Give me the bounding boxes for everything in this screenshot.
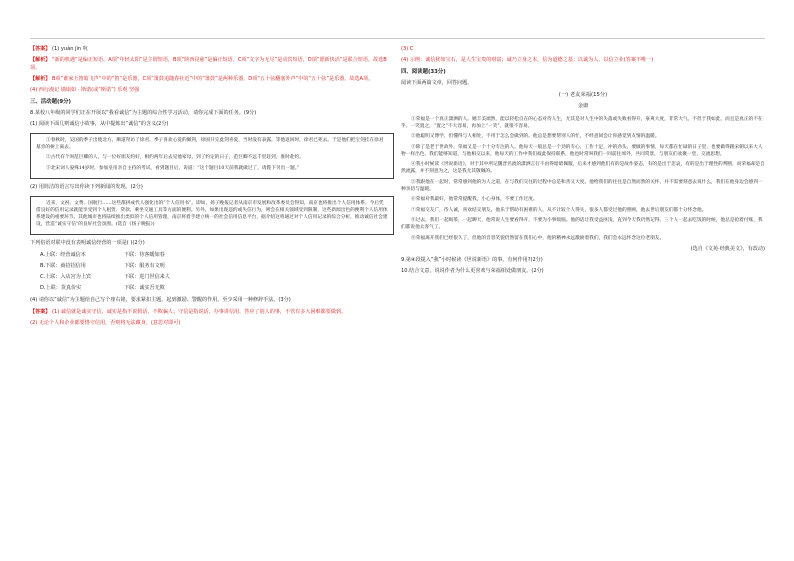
passage-title: (一) 老友荣福(15分) bbox=[558, 92, 608, 99]
passage-para-1: ①荣福是一个真正潇洒的人。她丰美端然，能以轻松自在的心态对待人生，尤其是对人生中的失落或失败看得开，豪爽大度，非常大气。不但于我如此，而且是真正的不在乎。一笑置之，“置之”不大容易，再加上“一笑”，就很不容易。 bbox=[401, 116, 763, 129]
option-d-right: 下联：诚实吾无欺 bbox=[124, 285, 165, 292]
question-8: 8.某校八年级的同学们正在开展以“我看诚信”为主题的综合性学习活动，请你完成下面的任务。(9分) bbox=[30, 109, 257, 116]
story-1: ①春秋时，吴国的季子出使北方，顺道拜访了徐君。季子喜欢心爱的佩剑，徐国开完此剑喜爱，当时没有表露。等他返回时，徐君已死去。于是他们把宝剑挂在徐君墓旁的树上离去。 bbox=[36, 137, 384, 150]
news-text: 近来，文祝、文费、国航行……这些都拼成代人强化出的“个人信用书”。即如，扬子晚报记者从南京市发展和改革委员会得知，南京也将推出个人信用体系。今后凭借良好的信用记录就能享受到个人租赁、贷款、乘坐交通工具等方面的便利。另外，如果出现违约或失信行为，则会在相关领域受到限制，这些新闻出色的便利个人信用体系建设的重要环节。其他城市也将陆续推出类似的个人信用管理，南京将着手建立统一的社会信用信息平台，据介绍这将通过对个人信用记录的综合分析，推动诚信社会建设，营造“诚实守信”的良好社会氛围。(选自《扬子晚报》) bbox=[36, 200, 388, 227]
answer-4: (4) 西行漫记 墙塌如 · 斯诺(或“斯诺”) 乐观 坚强 bbox=[30, 87, 140, 94]
question-8-1: (1) 阅读下面几则诚信小故事，从中提炼出“诚信”的含义(2分) bbox=[30, 121, 169, 128]
answer-8-2: (2) 无论个人和企业都要恪守信用，否则将无法藏身。(意思对即可) bbox=[30, 320, 181, 327]
reading-intro: 阅读下面两篇文章，回答问题。 bbox=[401, 79, 473, 86]
passage-para-4: ④我小时候读《世说新语》，对于其中所记魏晋名流的潇洒言行不由得暗暗佩服，后来才感到他们有的是故作姿态，有的是出于悲哀，有的是出于理性的判断，而荣福却是自然流露，并不刻意为之，这是我尤其敬佩的。 bbox=[401, 162, 765, 175]
option-c-left: C.上联：入店宫为上宾 bbox=[40, 273, 92, 280]
question-9: 9.第④段提入“我”小时候读《世说新语》的事，有何作用?(2分) bbox=[401, 256, 543, 263]
passage-para-7: ⑦荣福交友广，待人诚，喜欢结交朋友，他乐于帮助有困难的人，从不计较个人得失，很多人都受过他的照顾，他去世后朋友们都十分怀念他。 bbox=[411, 207, 707, 213]
question-8-3: 下列俗语对联中没有表明诚信经营的一项是( )(2分) bbox=[30, 240, 145, 247]
question-8-4: (4) 请你以“诚信”为主题给自己写个座右铭，要求紧扣主题，起到激励、警醒的作用，至少采用一种修辞手法。(3分) bbox=[30, 297, 291, 304]
question-10: 10.结合文意，说说作者为什么更喜欢与荣福相处做朋友。(2分) bbox=[401, 268, 544, 275]
option-d-left: D.上联：货真价实 bbox=[40, 285, 82, 292]
section-3-title: 三、活动题(9分) bbox=[30, 98, 72, 105]
story-2: ②古代有个叫范巨卿的人，与一位好朋友约好，相约两年后去见他家母。到了约定的日子，范巨卿不远千里赶到，准时赴约。 bbox=[46, 155, 304, 161]
story-box bbox=[30, 133, 394, 180]
answer-2: 【解析】 “新的机遇”是偏正短语。A项“年轻太阳”是主谓短语，B项“陕西昆慈”是偏正短语，C项“文字为无尽”是动宾短语，D项“愿新快活”是联合短语。故选B项。 bbox=[30, 57, 387, 71]
option-c-right: 下联：进门世信来人 bbox=[124, 273, 170, 280]
option-a-right: 下联：待客暖如春 bbox=[124, 251, 165, 258]
option-b-right: 下联：服务有文明 bbox=[124, 262, 165, 269]
passage-para-3: ③除了是老于世故外，荣福又是一个十分专注的人。他每天一般总是一个劲的专心，工作十足，冲的劲头，要做的事情，每天都在忙碌的日子里，也要做得跟宋朝以来大人物一样出色。我们能够知道，与他相交以来，他每天的工作中我们彼此保持联系，他也时常叫我们一同前往郊外，共同赏景，与朋友们欢聚一堂，交流思想。 bbox=[401, 144, 763, 157]
answer-8: 【答案】 (1) 诚信就是诚实守信，诚实是指不说假话、不欺骗人；守信是指说话、办事讲信用，答应了别人的事，不管有多大困难都要做到。 bbox=[30, 308, 347, 315]
option-b-left: B.下联：商招招信用 bbox=[40, 262, 86, 269]
passage-para-5: ⑤我跟他在一起时，常常感到他的为人之道，在与我们交往的过程中总是和善又大度。他给我们的往往是自然而然的关怀，并不需要刻意去说什么，我们在他身边会感到一种亲切与温暖。 bbox=[401, 179, 763, 192]
answer-8-3: (3) C bbox=[401, 46, 414, 52]
answer-1: 【答案】 (1) yuàn jìn 吭 bbox=[30, 46, 88, 52]
header-rule bbox=[30, 38, 765, 39]
news-box bbox=[30, 196, 394, 236]
passage-para-6: ⑥荣福对我最好，他常常提醒我，小心身体，不要工作过度。 bbox=[411, 197, 538, 203]
passage-body bbox=[401, 116, 765, 242]
question-8-2: (2) 用简洁的语言写出你读下列新闻的发现。(2分) bbox=[30, 184, 143, 191]
right-column bbox=[401, 46, 765, 280]
left-column bbox=[30, 46, 394, 332]
passage-para-8: ⑧过去，我们一起喝茶，一起聊天，他常说人生要看得开，不要为小事烦恼。他的话让我受益匪浅，直到今天我仍然记得。三个人一起去吃饭的时候，他总是抢着付账，我们都说他太客气了。 bbox=[401, 218, 763, 231]
passage-source: (选自《文苑·经典美文》，有改动) bbox=[690, 245, 765, 252]
options-grid bbox=[40, 252, 394, 293]
passage-para-9: ⑨荣福离开我们已经很久了，但他的音容笑貌仍然留在我们心中，他的精神永远激励着我们，我们会永远怀念这位老朋友。 bbox=[411, 235, 665, 241]
answer-3: 【解析】 B项“谁家玉笛暗飞声”中的“笛”是乐器，C项“箫鼓追随春社近”中的“箫鼓”是两种乐器，D项“五十弦翻塞外声”中的“五十弦”是乐器。故选A项。 bbox=[30, 75, 374, 82]
answer-8-4: (4) 示例：诚信犹如宝石，是人生宝贵的财富；诚乃立身之本，信为道德之基；以诚为人，以信立业(答案不唯一) bbox=[401, 57, 654, 64]
option-a-left: A.上联：经营诚信本 bbox=[40, 251, 86, 258]
passage-author: 金庸 bbox=[577, 103, 589, 110]
passage-para-2: ②他聪明又博学，但懂得与人相处，不用于怎么会做到的。他总是想要帮别人的忙，不经意间会让你感觉到友情的温暖。 bbox=[411, 134, 660, 140]
story-3: ③北宋词人晏殊14岁时，参加皇帝亲自主持的考试，看到题目后，说道：“这个题目10天前我就做过了，请陛下另出一题。” bbox=[46, 165, 300, 171]
section-4-title: 四、阅读题(33分) bbox=[401, 68, 446, 75]
